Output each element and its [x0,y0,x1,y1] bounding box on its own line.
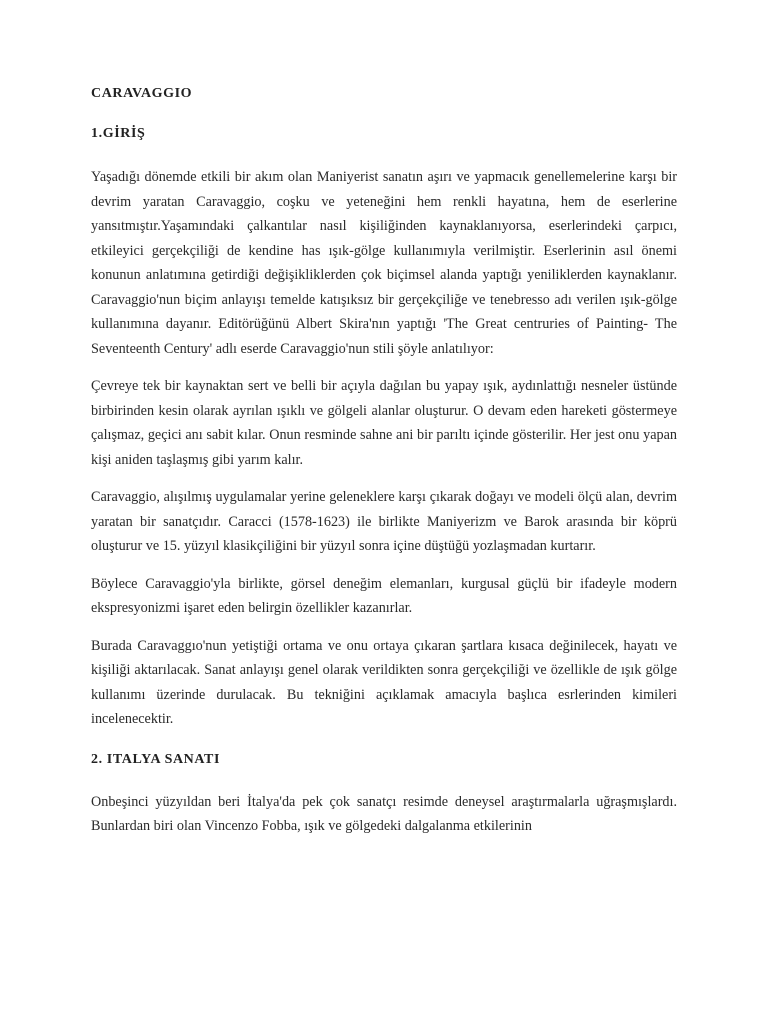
document-title: CARAVAGGIO [91,86,193,101]
paragraph: Yaşadığı dönemde etkili bir akım olan Maniyerist sanatın aşırı ve yapmacık genellemelerine karşı bir devrim yaratan Caravaggio, coşku ve yeteneğini hem renkli hayatına, hem de eserlerine yansıtmıştır.Yaşamındaki çalkantılar nasıl kişiliğinden kaynaklanıyorsa, eserlerindeki çarpıcı, etkileyici gerçekçiliği de kendine has ışık-gölge kullanımıyla verilmiştir. Eserlerinin asıl önemi konunun anlatımına getirdiği değişikliklerden çok biçimsel alanda yaptığı yeniliklerden kaynaklanır. Caravaggio'nun biçim anlayışı temelde katışıksız bir gerçekçiliğe ve tenebresso adı verilen ışık-gölge kullanımına dayanır. Editörüğünü Albert Skira'nın yaptığı 'The Great centruries of Painting- The Seventeenth Century' adlı eserde Caravaggio'nun stili şöyle anlatılıyor: [91,169,677,357]
section-heading-italy: 2. ITALYA SANATI [91,751,221,767]
paragraph: Onbeşinci yüzyıldan beri İtalya'da pek çok sanatçı resimde deneysel araştırmalarla uğraşmışlardı. Bunlardan biri olan Vincenzo Fobba, ışık ve gölgedeki dalgalanma etkilerinin [91,793,677,834]
paragraph: Caravaggio, alışılmış uygulamalar yerine geleneklere karşı çıkarak doğayı ve modeli ölçü alan, devrim yaratan bir sanatçıdır. Caracci (1578-1623) ile birlikte Maniyerizm ve Barok arasında bir köprü oluşturur ve 15. yüzyıl klasikçiliğini bir yüzyıl sonra içine düştüğü yozlaşmadan kurtarır. [91,489,677,554]
paragraph: Burada Caravaggıo'nun yetiştiği ortama ve onu ortaya çıkaran şartlara kısaca değinilecek, hayatı ve kişiliği aktarılacak. Sanat anlayışı genel olarak verildikten sonra gerçekçiliği ve özellikle de ışık gölge kullanımı üzerinde durulacak. Bu tekniğini açıklamak amacıyla başlıca esrlerinden kimileri incelenecektir. [91,637,677,727]
section-heading-intro: 1.GİRİŞ [91,126,146,141]
paragraph: Böylece Caravaggio'yla birlikte, görsel deneğim elemanları, kurgusal güçlü bir ifadeyle modern ekspresyonizmi işaret eden belirgin özellikler kazanırlar. [91,575,677,616]
paragraph: Çevreye tek bir kaynaktan sert ve belli bir açıyla dağılan bu yapay ışık, aydınlattığı nesneler üstünde birbirinden kesin olarak ayrılan ışıklı ve gölgeli alanlar oluşturur. O devam eden hareketi göstermeye çalışmaz, geçici anı sabit kılar. Onun resminde sahne ani bir parıltı içinde gösterilir. Her jest onu yapan kişi aniden taşlaşmış gibi yarım kalır. [91,378,677,468]
